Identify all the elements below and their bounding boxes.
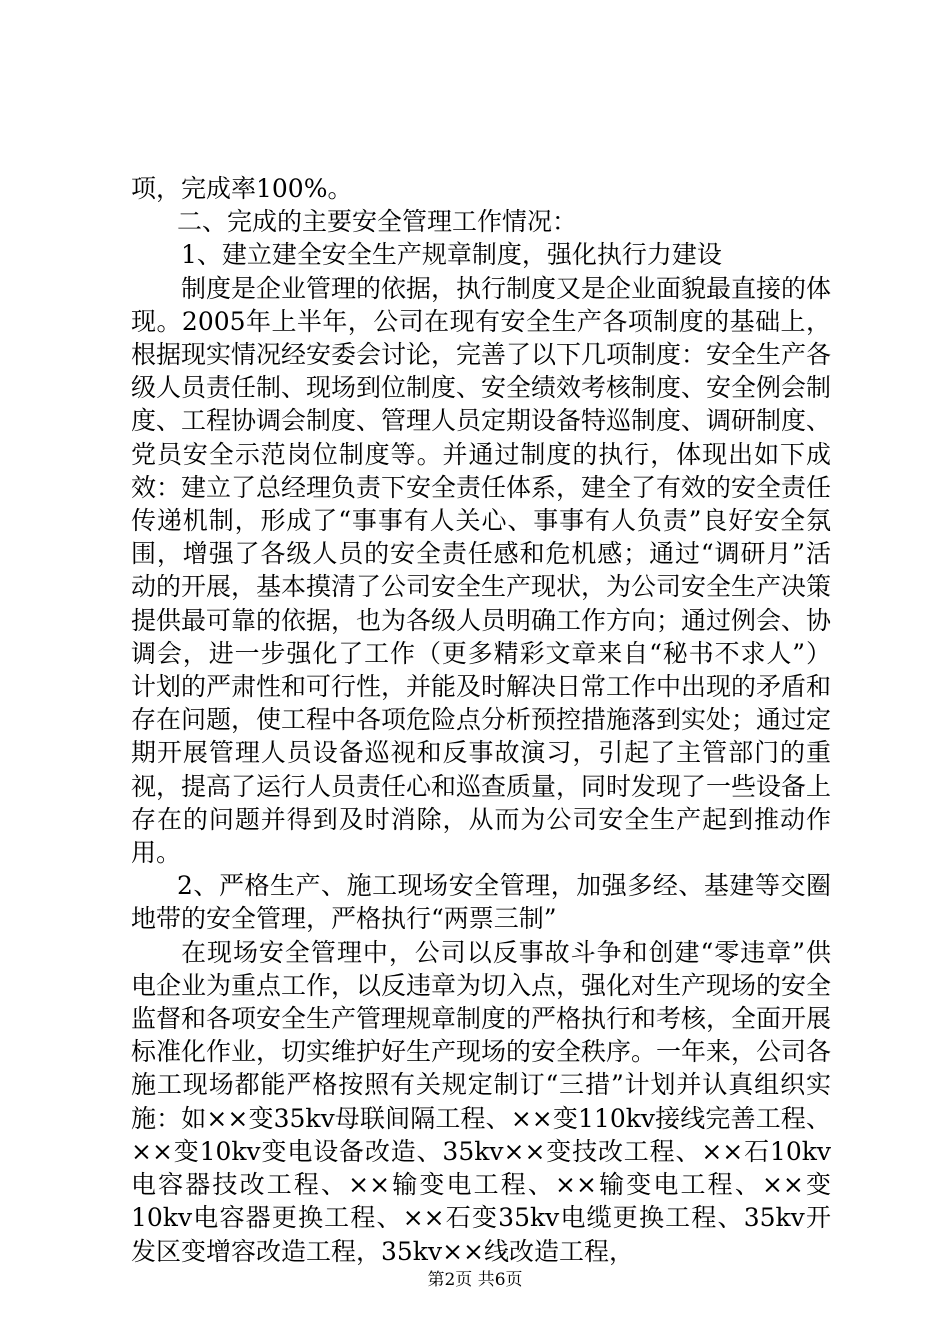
subheading-site-safety: 2、严格生产、施工现场安全管理，加强多经、基建等交圈地带的安全管理，严格执行“两票三制” bbox=[131, 871, 831, 934]
section-heading-main-work: 二、完成的主要安全管理工作情况： bbox=[177, 207, 578, 237]
paragraph-regulations: 制度是企业管理的依据，执行制度又是企业面貌最直接的体现。2005年上半年，公司在现有安全生产各项制度的基础上，根据现实情况经安委会讨论，完善了以下几项制度：安全生产各级人员责任制、现场到位制度、安全绩效考核制度、安全例会制度、工程协调会制度、管理人员定期设备特巡制度、调研制度、党员安全示范岗位制度等。并通过制度的执行，体现出如下成效：建立了总经理负责下安全责任体系，建全了有效的安全责任传递机制，形成了“事事有人关心、事事有人负责”良好安全氛围，增强了各级人员的安全责任感和危机感；通过“调研月”活动的开展，基本摸清了公司安全生产现状，为公司安全生产决策提供最可靠的依据，也为各级人员明确工作方向；通过例会、协调会，进一步强化了工作（更多精彩文章来自“秘书不求人”）计划的严肃性和可行性，并能及时解决日常工作中出现的矛盾和存在问题，使工程中各项危险点分析预控措施落到实处；通过定期开展管理人员设备巡视和反事故演习，引起了主管部门的重视，提高了运行人员责任心和巡查质量，同时发现了一些设备上存在的问题并得到及时消除，从而为公司安全生产起到推动作用。 bbox=[131, 273, 832, 868]
paragraph-completion-rate: 项，完成率100%。 bbox=[131, 174, 353, 203]
subheading-regulations: 1、建立建全安全生产规章制度，强化执行力建设 bbox=[181, 240, 722, 270]
paragraph-site-safety: 在现场安全管理中，公司以反事故斗争和创建“零违章”供电企业为重点工作，以反违章为切入点，强化对生产现场的安全监督和各项安全生产管理规章制度的严格执行和考核，全面开展标准化作业，切实维护好生产现场的安全秩序。一年来，公司各施工现场都能严格按照有关规定制订“三措”计划并认真组织实施：如××变35kv母联间隔工程、××变110kv接线完善工程、××变10kv变电设备改造、35kv××变技改工程、××石10kv电容器技改工程、××输变电工程、××输变电工程、××变10kv电容器更换工程、××石变35kv电缆更换工程、35kv开发区变增容改造工程，35kv××线改造工程， bbox=[131, 937, 832, 1266]
page-number-footer: 第2页 共6页 bbox=[427, 1270, 523, 1290]
document-body bbox=[131, 172, 831, 1268]
